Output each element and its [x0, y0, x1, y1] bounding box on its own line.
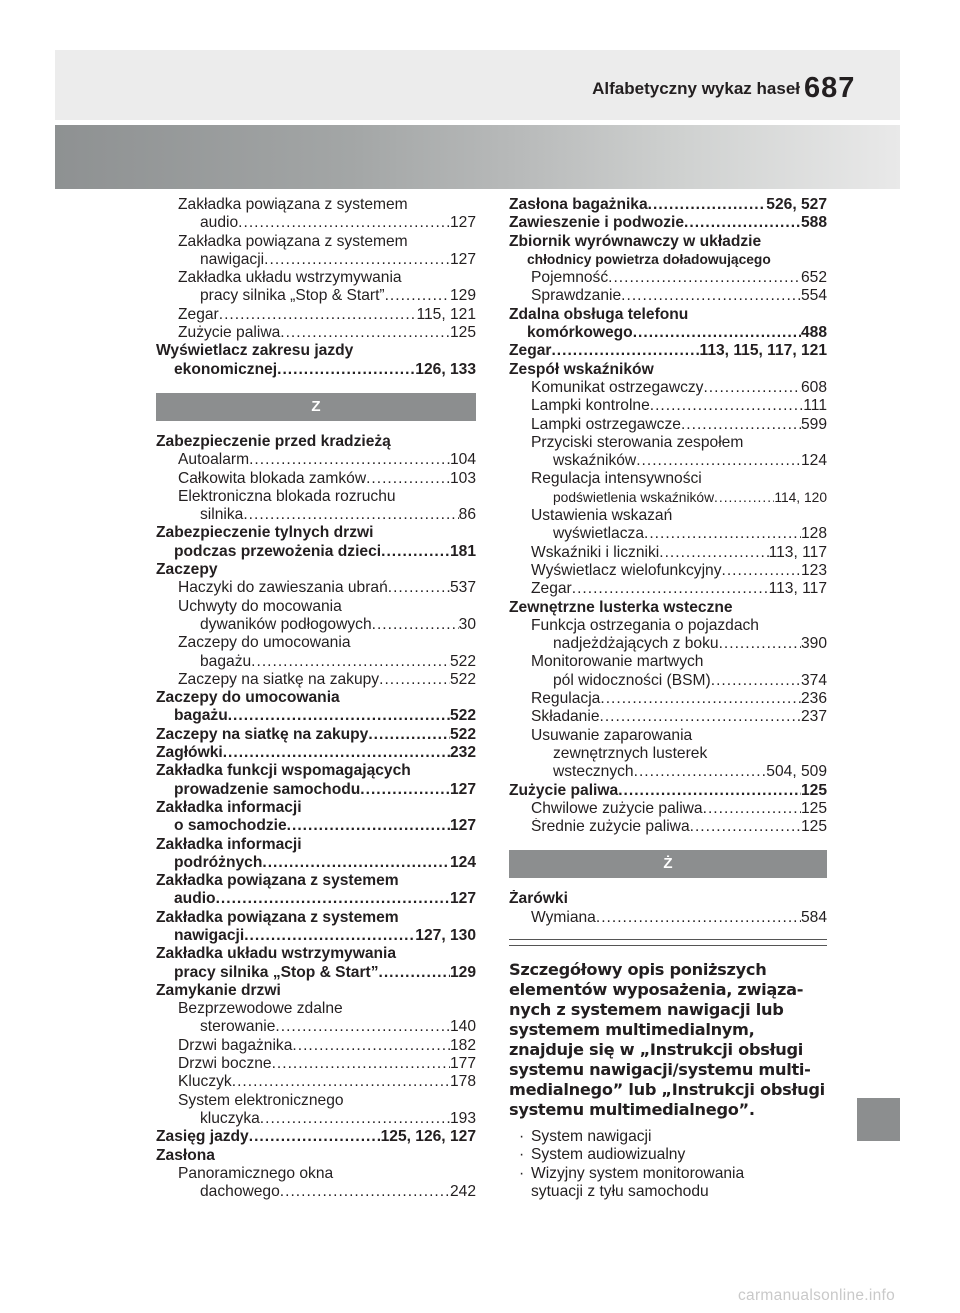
index-heading: Zakładka powiązana z systemem — [156, 908, 399, 926]
system-list-item: · System audiowizualny — [509, 1146, 827, 1164]
index-subentry-continued — [509, 489, 827, 507]
dot-leader — [634, 763, 767, 781]
index-subentry — [156, 306, 476, 324]
index-subentry — [509, 562, 827, 580]
page-ref: 488 — [800, 324, 827, 342]
index-subentry: Zakładka powiązana z systemem — [178, 232, 408, 250]
page-ref: 608 — [800, 378, 827, 396]
entry-text: Całkowita blokada zamków — [178, 469, 367, 487]
index-subentry-continued — [156, 506, 476, 524]
entry-text: Średnie zużycie paliwa — [531, 818, 690, 836]
index-subentry: Funkcja ostrzegania o pojazdach — [531, 616, 759, 634]
index-subentry: Elektroniczna blokada rozruchu — [178, 487, 396, 505]
entry-text: wskaźników — [553, 452, 637, 470]
page-ref: 127 — [449, 214, 476, 232]
page-ref: 125 — [800, 781, 827, 799]
page-ref: 128 — [800, 525, 827, 543]
dot-leader — [360, 781, 450, 799]
index-column-right — [509, 196, 827, 1201]
entry-text: Wymiana — [531, 908, 596, 926]
entry-text: Autoalarm — [178, 451, 250, 469]
page-ref: 232 — [449, 744, 476, 762]
dot-leader — [249, 1128, 381, 1146]
dot-leader — [722, 562, 801, 580]
page-ref: 526, 527 — [766, 196, 827, 213]
entry-text: Kluczyk — [178, 1073, 232, 1091]
index-subentry — [509, 818, 827, 836]
dot-leader — [714, 489, 774, 507]
index-subentry-continued — [156, 251, 476, 269]
index-subentry-continued — [156, 287, 476, 305]
dot-leader — [659, 544, 768, 562]
index-subentry — [509, 800, 827, 818]
entry-text: sterowanie — [200, 1018, 276, 1036]
entry-text: podróżnych — [174, 853, 263, 871]
entry-text: prowadzenie samochodu — [174, 780, 361, 798]
entry-text: nawigacji — [200, 250, 265, 268]
page-ref: 522 — [449, 707, 476, 725]
index-heading-continued — [509, 324, 827, 342]
page-ref: 125, 126, 127 — [380, 1128, 476, 1146]
page-ref: 30 — [458, 615, 476, 633]
index-subentry — [509, 909, 827, 927]
dot-leader — [379, 964, 450, 982]
index-heading: Zamykanie drzwi — [156, 981, 281, 999]
index-subentry-continued — [509, 635, 827, 653]
entry-text: Komunikat ostrzegawczy — [531, 378, 704, 396]
entry-text: Lampki kontrolne — [531, 397, 650, 415]
navigation-note — [509, 960, 827, 1120]
page-ref: 103 — [449, 469, 476, 487]
index-subentry — [156, 1073, 476, 1091]
index-subentry — [509, 580, 827, 598]
entry-text: Chwilowe zużycie paliwa — [531, 799, 703, 817]
entry-text: Zużycie paliwa — [509, 781, 619, 799]
page-ref: 193 — [449, 1109, 476, 1127]
dot-leader — [596, 909, 801, 927]
index-subentry: Regulacja intensywności — [531, 470, 702, 488]
index-subentry-continued — [156, 1018, 476, 1036]
index-subentry: Monitorowanie martwych — [531, 653, 704, 671]
dot-leader — [648, 196, 767, 214]
entry-text: komórkowego — [527, 324, 633, 342]
page-ref: 123 — [800, 561, 827, 579]
dot-leader — [292, 1037, 450, 1055]
index-subentry-continued — [509, 672, 827, 690]
dot-leader — [264, 251, 450, 269]
entry-text: kluczyka — [200, 1109, 260, 1127]
dot-leader — [600, 708, 801, 726]
page-ref: 588 — [800, 214, 827, 232]
page-ref: 652 — [800, 269, 827, 287]
entry-text: audio — [200, 214, 239, 232]
entry-text: o samochodzie — [174, 817, 287, 835]
page-ref: 129 — [449, 287, 476, 305]
entry-text: pracy silnika „Stop & Start” — [174, 963, 379, 981]
dot-leader — [260, 1110, 450, 1128]
entry-text: Haczyki do zawieszania ubrań — [178, 579, 388, 597]
index-heading — [509, 342, 827, 360]
index-subentry: Panoramicznego okna — [178, 1164, 334, 1182]
dot-leader — [228, 707, 450, 725]
index-heading-continued: chłodnicy powietrza doładowującego — [527, 251, 771, 267]
page-ref: 178 — [449, 1073, 476, 1091]
entry-text: pól widoczności (BSM) — [553, 671, 711, 689]
dot-leader — [280, 1183, 450, 1201]
system-list — [509, 1128, 827, 1201]
entry-text: Zegar — [531, 580, 572, 598]
entry-text: Sprawdzanie — [531, 287, 622, 305]
dot-leader — [703, 379, 801, 397]
dot-leader — [366, 470, 450, 488]
index-subentry — [509, 708, 827, 726]
dot-leader — [379, 671, 450, 689]
entry-text: audio — [174, 890, 216, 908]
entry-text: Składanie — [531, 708, 600, 726]
index-heading-continued — [156, 854, 476, 872]
dot-leader — [636, 452, 801, 470]
dot-leader — [381, 543, 450, 561]
dot-leader — [238, 214, 450, 232]
index-heading: Zewnętrzne lusterka wsteczne — [509, 598, 733, 616]
entry-text: bagażu — [174, 707, 228, 725]
entry-text: dywaników podłogowych — [200, 615, 372, 633]
page-ref: 124 — [449, 853, 476, 871]
index-heading: Żarówki — [509, 890, 568, 908]
index-subentry — [156, 1037, 476, 1055]
note-line: systemu multimedialnego”. — [509, 1099, 755, 1119]
dot-leader — [280, 324, 450, 342]
index-subentry — [156, 470, 476, 488]
index-heading — [156, 1128, 476, 1146]
dot-leader — [608, 269, 801, 287]
dot-leader — [372, 616, 459, 634]
dot-leader — [388, 579, 450, 597]
page-ref: 115, 121 — [416, 305, 476, 323]
index-subentry: Uchwyty do mocowania — [178, 597, 342, 615]
dot-leader — [287, 817, 450, 835]
index-subentry — [509, 269, 827, 287]
dot-leader — [232, 1073, 450, 1091]
index-heading — [156, 726, 476, 744]
index-heading: Zaczepy do umocowania — [156, 689, 340, 707]
page-ref: 554 — [800, 287, 827, 305]
index-subentry: Ustawienia wskazań — [531, 507, 673, 525]
dot-leader — [711, 672, 801, 690]
index-heading-continued — [156, 543, 476, 561]
page-number: 687 — [804, 72, 856, 104]
entry-text: dachowego — [200, 1183, 280, 1201]
dot-leader — [244, 927, 415, 945]
system-list-item: · Wizyjny system monitorowania — [509, 1165, 827, 1183]
index-heading-continued — [156, 964, 476, 982]
entry-text: Regulacja — [531, 690, 601, 708]
dot-leader — [644, 525, 801, 543]
page-ref: 522 — [449, 652, 476, 670]
note-line: medialnego” lub „Instrukcji obsługi — [509, 1079, 825, 1099]
page-ref: 237 — [800, 708, 827, 726]
page-ref: 127 — [449, 890, 476, 908]
index-subentry: Usuwanie zaparowania — [531, 726, 693, 744]
system-list-item: · System nawigacji — [509, 1128, 827, 1146]
index-subentry: Zakładka powiązana z systemem — [178, 196, 408, 213]
dot-leader — [572, 580, 769, 598]
double-rule — [509, 939, 827, 946]
page-ref: 127 — [449, 780, 476, 798]
note-line: znajduje się w „Instrukcji obsługi — [509, 1039, 804, 1059]
dot-leader — [681, 416, 801, 434]
index-subentry-continued — [156, 616, 476, 634]
index-subentry-continued: zewnętrznych lusterek — [553, 744, 708, 762]
entry-text: nawigacji — [174, 926, 245, 944]
dot-leader — [368, 726, 450, 744]
index-subentry — [156, 1055, 476, 1073]
page-ref: 125 — [800, 818, 827, 836]
entry-text: Drzwi bagażnika — [178, 1036, 293, 1054]
page-ref: 86 — [458, 506, 476, 524]
page-ref: 504, 509 — [766, 763, 827, 781]
chapter-tab — [857, 1098, 900, 1141]
dot-leader — [275, 1018, 450, 1036]
entry-text: Zaczepy na siatkę na zakupy — [156, 725, 369, 743]
page-ref: 181 — [449, 542, 476, 560]
index-heading — [509, 782, 827, 800]
note-line: elementów wyposażenia, związa- — [509, 979, 804, 999]
page-ref: 140 — [449, 1018, 476, 1036]
entry-text: Zasięg jazdy — [156, 1128, 249, 1146]
dot-leader — [249, 451, 450, 469]
entry-text: Wskaźniki i liczniki — [531, 543, 660, 561]
note-line: systemem multimedialnym, — [509, 1019, 755, 1039]
index-heading: Wyświetlacz zakresu jazdy — [156, 342, 354, 360]
entry-text: silnika — [200, 506, 244, 524]
index-subentry-continued — [509, 763, 827, 781]
index-heading-continued — [156, 781, 476, 799]
index-subentry — [156, 671, 476, 689]
entry-text: podczas przewożenia dzieci — [174, 542, 382, 560]
entry-text: nadjeżdżających z boku — [553, 635, 719, 653]
index-heading — [509, 214, 827, 232]
note-line: Szczegółowy opis poniższych — [509, 959, 767, 979]
entry-text: Zużycie paliwa — [178, 324, 281, 342]
page-ref: 127 — [449, 817, 476, 835]
dot-leader — [633, 324, 801, 342]
index-heading: Zakładka układu wstrzymywania — [156, 945, 397, 963]
index-subentry-continued — [156, 214, 476, 232]
section-letter-header: Ż — [509, 850, 827, 878]
section-letter-header: Z — [156, 393, 476, 421]
page-ref: 104 — [449, 451, 476, 469]
index-subentry — [509, 544, 827, 562]
index-subentry: Zaczepy do umocowania — [178, 634, 351, 652]
page-ref: 127 — [449, 250, 476, 268]
dot-leader — [650, 397, 804, 415]
index-subentry — [509, 287, 827, 305]
dot-leader — [243, 506, 458, 524]
page-ref: 126, 133 — [415, 360, 476, 378]
entry-text: wstecznych — [553, 763, 634, 781]
page-ref: 111 — [803, 397, 827, 415]
dot-leader — [618, 782, 801, 800]
index-heading: Zakładka powiązana z systemem — [156, 872, 399, 890]
index-heading: Zabezpieczenie przed kradzieżą — [156, 432, 391, 450]
index-heading: Zaczepy — [156, 561, 218, 579]
note-line: nych z systemem nawigacji lub — [509, 999, 784, 1019]
index-heading: Zespół wskaźników — [509, 360, 654, 378]
index-subentry-continued — [509, 452, 827, 470]
page-ref: 114, 120 — [774, 489, 827, 505]
gradient-banner — [55, 125, 900, 189]
index-heading-continued — [156, 817, 476, 835]
index-subentry-continued — [156, 1110, 476, 1128]
index-subentry-continued — [156, 653, 476, 671]
index-subentry: System elektronicznego — [178, 1091, 344, 1109]
index-column-left — [156, 196, 476, 1201]
entry-text: podświetlenia wskaźników — [553, 489, 715, 505]
entry-text: Zaczepy na siatkę na zakupy — [178, 670, 380, 688]
page-ref: 236 — [800, 690, 827, 708]
watermark: carmanualsonline.info — [738, 1287, 896, 1304]
index-subentry — [156, 451, 476, 469]
entry-text: Zawieszenie i podwozie — [509, 214, 685, 232]
page-ref: 182 — [449, 1036, 476, 1054]
dot-leader — [262, 854, 450, 872]
dot-leader — [223, 744, 450, 762]
dot-leader — [684, 214, 801, 232]
dot-leader — [251, 653, 450, 671]
index-subentry — [509, 690, 827, 708]
index-heading — [509, 196, 827, 214]
dot-leader — [277, 361, 415, 379]
index-subentry: Przyciski sterowania zespołem — [531, 433, 744, 451]
entry-text: Lampki ostrzegawcze — [531, 415, 681, 433]
dot-leader — [272, 1055, 450, 1073]
entry-text: Pojemność — [531, 269, 609, 287]
index-subentry — [509, 379, 827, 397]
entry-text: Wyświetlacz wielofunkcyjny — [531, 561, 722, 579]
index-heading: Zakładka informacji — [156, 798, 302, 816]
page-ref: 124 — [800, 452, 827, 470]
index-subentry-continued — [156, 1183, 476, 1201]
page-ref: 125 — [800, 799, 827, 817]
page-ref: 127, 130 — [415, 926, 476, 944]
index-subentry-continued — [509, 525, 827, 543]
index-subentry: Bezprzewodowe zdalne — [178, 1000, 343, 1018]
dot-leader — [621, 287, 801, 305]
entry-text: ekonomicznej — [174, 360, 278, 378]
dot-leader — [690, 818, 801, 836]
page-ref: 522 — [449, 725, 476, 743]
dot-leader — [216, 890, 450, 908]
entry-text: Zagłówki — [156, 744, 223, 762]
index-heading: Zbiornik wyrównawczy w układzie — [509, 232, 762, 250]
header-title: Alfabetyczny wykaz haseł — [592, 79, 800, 98]
page-ref: 113, 117 — [768, 543, 827, 561]
entry-text: pracy silnika „Stop & Start” — [200, 287, 385, 305]
dot-leader — [551, 342, 699, 360]
index-heading: Zdalna obsługa telefonu — [509, 305, 689, 323]
index-subentry — [156, 324, 476, 342]
page-ref: 129 — [449, 963, 476, 981]
page-ref: 390 — [800, 635, 827, 653]
page-ref: 177 — [449, 1055, 476, 1073]
page-ref: 113, 117 — [768, 580, 827, 598]
page-ref: 125 — [449, 324, 476, 342]
index-subentry — [156, 579, 476, 597]
index-heading-continued — [156, 890, 476, 908]
entry-text: Drzwi boczne — [178, 1055, 272, 1073]
entry-text: wyświetlacza — [553, 525, 644, 543]
index-heading-continued — [156, 361, 476, 379]
dot-leader — [385, 287, 450, 305]
dot-leader — [600, 690, 801, 708]
index-heading-continued — [156, 927, 476, 945]
page-ref: 599 — [800, 415, 827, 433]
system-list-item: sytuacji z tyłu samochodu — [531, 1182, 709, 1200]
index-heading: Zasłona — [156, 1146, 215, 1164]
entry-text: bagażu — [200, 652, 252, 670]
page-ref: 522 — [449, 670, 476, 688]
page-ref: 113, 115, 117, 121 — [699, 342, 827, 360]
page-ref: 374 — [800, 671, 827, 689]
page-ref: 242 — [449, 1183, 476, 1201]
index-heading — [156, 744, 476, 762]
page-ref: 537 — [449, 579, 476, 597]
index-subentry — [509, 397, 827, 415]
index-subentry: Zakładka układu wstrzymywania — [178, 269, 402, 287]
dot-leader — [719, 635, 801, 653]
page-ref: 584 — [800, 908, 827, 926]
index-subentry — [509, 416, 827, 434]
entry-text: Zegar — [178, 305, 219, 323]
index-heading-continued — [156, 707, 476, 725]
index-heading: Zabezpieczenie tylnych drzwi — [156, 524, 374, 542]
entry-text: Zegar — [509, 342, 552, 360]
index-heading: Zakładka informacji — [156, 835, 302, 853]
dot-leader — [703, 800, 801, 818]
entry-text: Zasłona bagażnika — [509, 196, 648, 213]
note-line: systemu nawigacji/systemu multi- — [509, 1059, 811, 1079]
index-heading: Zakładka funkcji wspomagających — [156, 762, 411, 780]
dot-leader — [219, 306, 417, 324]
